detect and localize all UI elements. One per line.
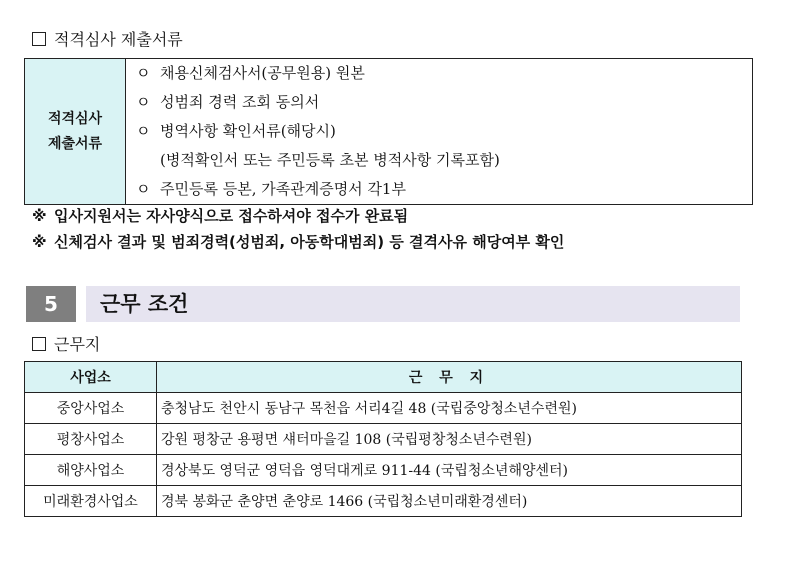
checkbox-square-icon (32, 32, 46, 46)
address-cell: 경상북도 영덕군 영덕읍 영덕대게로 911-44 (국립청소년해양센터) (157, 455, 742, 486)
reference-mark-icon: ※ (32, 207, 47, 225)
office-cell: 해양사업소 (25, 455, 157, 486)
documents-header-line-1: 적격심사 (47, 110, 103, 127)
workplace-heading-text: 근무지 (54, 335, 101, 354)
documents-table-header (25, 59, 126, 205)
bullet-marker: ㅇ (136, 122, 151, 140)
table-row (25, 455, 742, 486)
note-line (32, 229, 564, 255)
table-row (25, 424, 742, 455)
document-item (126, 59, 752, 88)
workplace-table (24, 361, 742, 517)
document-item-text: 성범죄 경력 조회 동의서 (160, 93, 320, 111)
checkbox-square-icon (32, 337, 46, 351)
table-row (25, 486, 742, 517)
document-item-text: 채용신체검사서(공무원용) 원본 (160, 64, 365, 82)
office-cell: 평창사업소 (25, 424, 157, 455)
table-header-row (25, 362, 742, 393)
document-item (126, 175, 752, 204)
note-text: 입사지원서는 자사양식으로 접수하셔야 접수가 완료됨 (54, 207, 409, 225)
table-row (25, 393, 742, 424)
document-item-text: 주민등록 등본, 가족관계증명서 각1부 (160, 180, 406, 198)
bullet-marker: ㅇ (136, 93, 151, 111)
note-line (32, 203, 564, 229)
office-cell: 미래환경사업소 (25, 486, 157, 517)
documents-section-heading (32, 27, 183, 50)
address-cell: 충청남도 천안시 동남구 목천읍 서리4길 48 (국립중앙청소년수련원) (157, 393, 742, 424)
section-title: 근무 조건 (86, 286, 740, 322)
address-cell: 강원 평창군 용평면 섀터마을길 108 (국립평창청소년수련원) (157, 424, 742, 455)
column-header-location: 근 무 지 (157, 362, 742, 393)
document-item-text: 병역사항 확인서류(해당시) (160, 122, 336, 140)
workplace-section-heading (32, 332, 100, 355)
bullet-marker: ㅇ (136, 64, 151, 82)
column-header-office: 사업소 (25, 362, 157, 393)
documents-header-line-2: 제출서류 (47, 135, 103, 152)
note-text: 신체검사 결과 및 범죄경력(성범죄, 아동학대범죄) 등 결격사유 해당여부 확인 (54, 233, 565, 251)
documents-heading-text: 적격심사 제출서류 (54, 30, 183, 49)
bullet-marker: ㅇ (136, 180, 151, 198)
notes-block (32, 203, 564, 255)
documents-list (126, 59, 753, 205)
document-item-continuation: (병적확인서 또는 주민등록 초본 병적사항 기록포함) (160, 151, 500, 169)
section-number-badge: 5 (26, 286, 76, 322)
document-item (126, 88, 752, 117)
office-cell: 중앙사업소 (25, 393, 157, 424)
address-cell: 경북 봉화군 춘양면 춘양로 1466 (국립청소년미래환경센터) (157, 486, 742, 517)
documents-table (24, 58, 753, 205)
document-item (126, 117, 752, 146)
reference-mark-icon: ※ (32, 233, 47, 251)
